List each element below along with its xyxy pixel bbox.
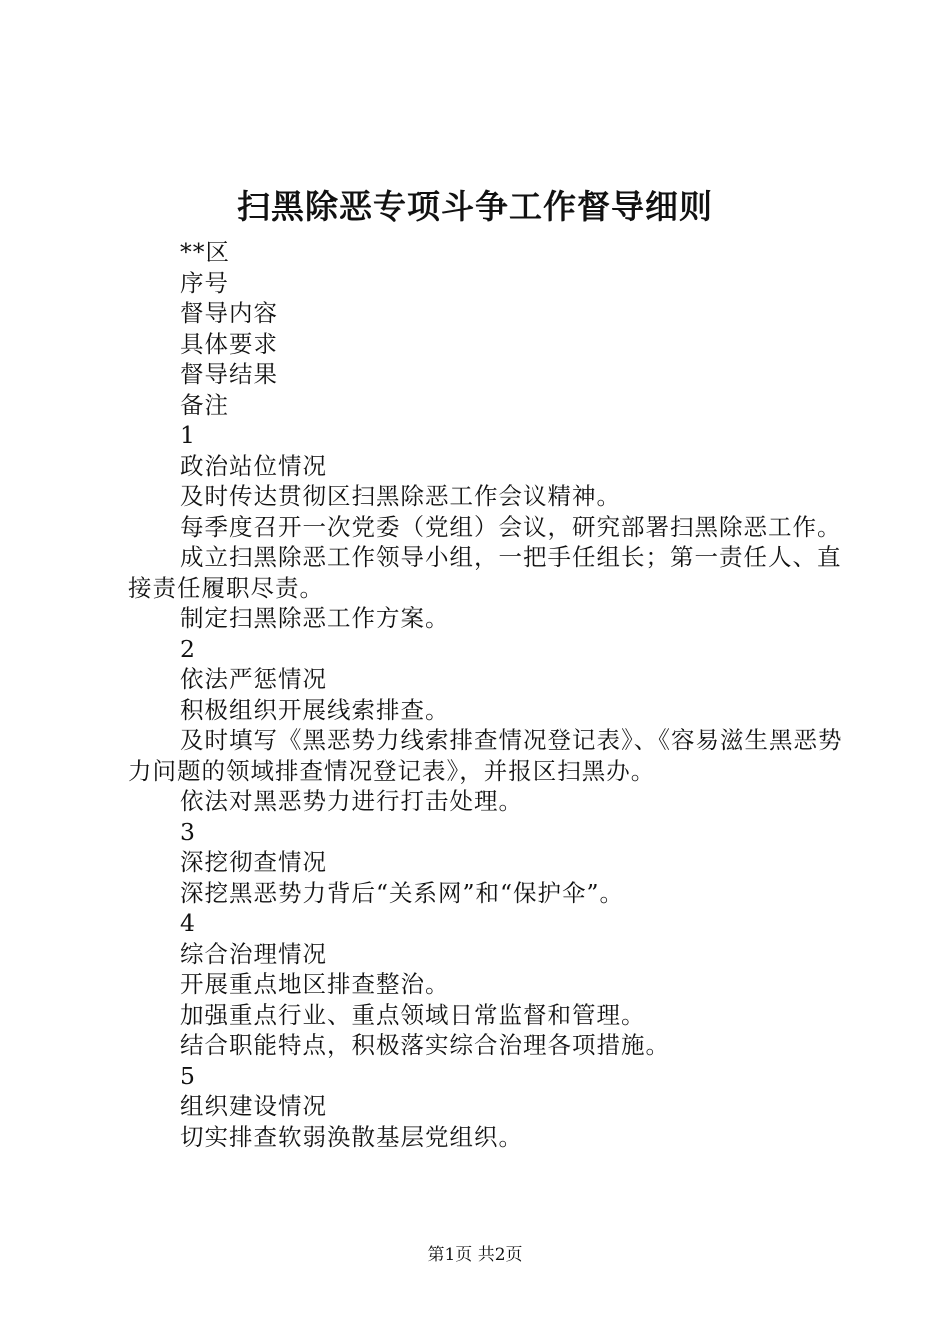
district-label: **区	[180, 238, 230, 266]
section-number: 1	[180, 421, 196, 449]
page-footer: 第1页 共2页	[427, 1245, 523, 1265]
column-header-notes: 备注	[180, 390, 229, 419]
column-header-result: 督导结果	[180, 360, 278, 388]
requirement-item: 及时填写《黑恶势力线索排查情况登记表》、《容易滋生黑恶势力问题的领域排查情况登记表》，并报区扫黑办。	[128, 726, 843, 785]
document-title: 扫黑除恶专项斗争工作督导细则	[237, 187, 713, 226]
section-number: 5	[180, 1061, 196, 1090]
requirement-item: 结合职能特点，积极落实综合治理各项措施。	[180, 1031, 670, 1059]
requirement-item: 积极组织开展线索排查。	[180, 695, 450, 724]
section-number: 3	[180, 817, 196, 846]
section-heading: 政治站位情况	[180, 451, 327, 480]
column-header-content: 督导内容	[180, 299, 278, 327]
requirement-item: 依法对黑恶势力进行打击处理。	[180, 787, 523, 815]
section-heading: 深挖彻查情况	[180, 848, 327, 876]
column-header-number: 序号	[180, 268, 229, 297]
section-heading: 依法严惩情况	[180, 665, 327, 693]
requirement-item: 每季度召开一次党委（党组）会议，研究部署扫黑除恶工作。	[180, 512, 842, 541]
requirement-item: 深挖黑恶势力背后“关系网”和“保护伞”。	[180, 878, 625, 907]
requirement-item: 及时传达贯彻区扫黑除恶工作会议精神。	[180, 482, 621, 510]
requirement-item: 成立扫黑除恶工作领导小组，一把手任组长；第一责任人、直接责任履职尽责。	[128, 543, 842, 602]
requirement-item: 加强重点行业、重点领域日常监督和管理。	[180, 1000, 646, 1029]
section-number: 2	[180, 634, 196, 663]
section-heading: 综合治理情况	[180, 939, 327, 968]
requirement-item: 制定扫黑除恶工作方案。	[180, 604, 450, 632]
document-body	[128, 237, 850, 1152]
section-heading: 组织建设情况	[180, 1092, 327, 1120]
column-header-requirements: 具体要求	[180, 329, 278, 358]
requirement-item: 开展重点地区排查整治。	[180, 970, 450, 998]
section-number: 4	[180, 909, 196, 937]
requirement-item: 切实排查软弱涣散基层党组织。	[180, 1122, 523, 1151]
